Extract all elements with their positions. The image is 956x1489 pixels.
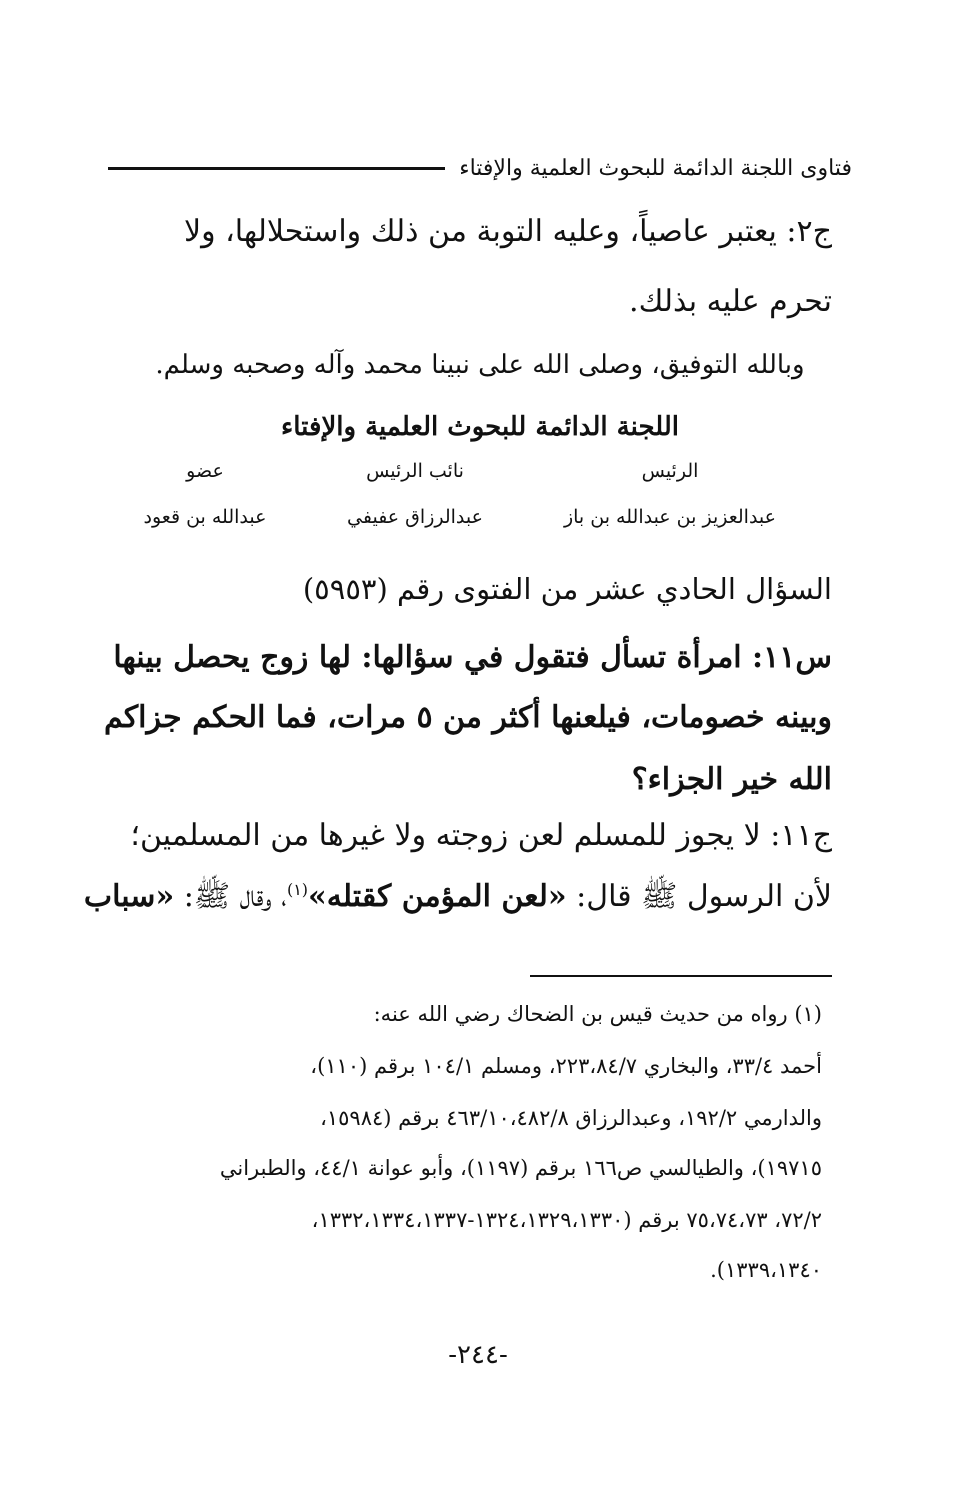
answer-2-line-1: ج٢: يعتبر عاصياً، وعليه التوبة من ذلك واستحلالها، ولا: [183, 214, 832, 249]
hadith-quote: «لعن المؤمن كقتله»: [308, 879, 567, 914]
footnote-reference: (١): [286, 880, 309, 899]
footnote-separator: [530, 975, 832, 977]
signatory-names: [140, 506, 780, 528]
answer-2-line-2: تحرم عليه بذلك.: [629, 284, 832, 319]
signatory-name-member: عبدالله بن قعود: [143, 506, 267, 528]
footnote-line-2: أحمد ٣٣/٤، والبخاري ٢٢٣،٨٤/٧، ومسلم ١٠٤/١ برقم (١١٠)،: [310, 1054, 822, 1078]
footnote-line-6: ١٣٣٩،١٣٤٠).: [710, 1258, 822, 1282]
committee-name: اللجنة الدائمة للبحوث العلمية والإفتاء: [281, 412, 679, 442]
question-11-line-2: وبينه خصومات، فيلعنها أكثر من ٥ مرات، فما الحكم جزاكم: [103, 700, 832, 735]
question-11-line-1: س١١: امرأة تسأل فتقول في سؤالها: لها زوج يحصل بينها: [113, 640, 832, 675]
footnote-line-1: (١) رواه من حديث قيس بن الضحاك رضي الله عنه:: [373, 1002, 822, 1026]
page-number: -٢٤٤-: [448, 1340, 508, 1370]
footnote-line-5: ٧٢/٢، ٧٥،٧٤،٧٣ برقم (١٣٢٤،١٣٢٩،١٣٣٠-١٣٣٢،١٣٣٤،١٣٣٧،: [311, 1208, 822, 1232]
signatory-name-president: عبدالعزيز بن عبدالله بن باز: [563, 506, 777, 528]
answer-11-line-2: [83, 878, 832, 921]
answer-11-prefix: لأن الرسول ﷺ قال:: [566, 879, 832, 914]
signatory-role-president: الرئيس: [641, 460, 699, 482]
answer-11-line-1: ج١١: لا يجوز للمسلم لعن زوجته ولا غيرها من المسلمين؛: [130, 818, 832, 853]
header-title: فتاوى اللجنة الدائمة للبحوث العلمية والإفتاء: [459, 155, 852, 181]
signatory-roles: [140, 460, 780, 482]
signatory-role-member: عضو: [186, 460, 224, 482]
footnote-line-3: والدارمي ١٩٢/٢، وعبدالرزاق ٤٦٣/١٠،٤٨٢/٨ برقم (١٥٩٨٤،: [320, 1106, 822, 1130]
running-header: [108, 148, 852, 188]
answer-11-end: «سباب: [83, 879, 175, 914]
header-rule: [108, 167, 445, 170]
footnote-line-4: ١٩٧١٥)، والطيالسي ص١٦٦ برقم (١١٩٧)، وأبو عوانة ٤٤/١، والطبراني: [219, 1156, 822, 1180]
question-11-line-3: الله خير الجزاء؟: [631, 762, 832, 797]
signatory-name-vice-president: عبدالرزاق عفيفي: [347, 506, 483, 528]
answer-11-mid: ، وقال ﷺ:: [174, 879, 287, 914]
section-heading: السؤال الحادي عشر من الفتوى رقم (٥٩٥٣): [302, 572, 832, 606]
signatory-role-vice-president: نائب الرئيس: [366, 460, 464, 482]
closing-invocation: وبالله التوفيق، وصلى الله على نبينا محمد وآله وصحبه وسلم.: [155, 350, 805, 380]
